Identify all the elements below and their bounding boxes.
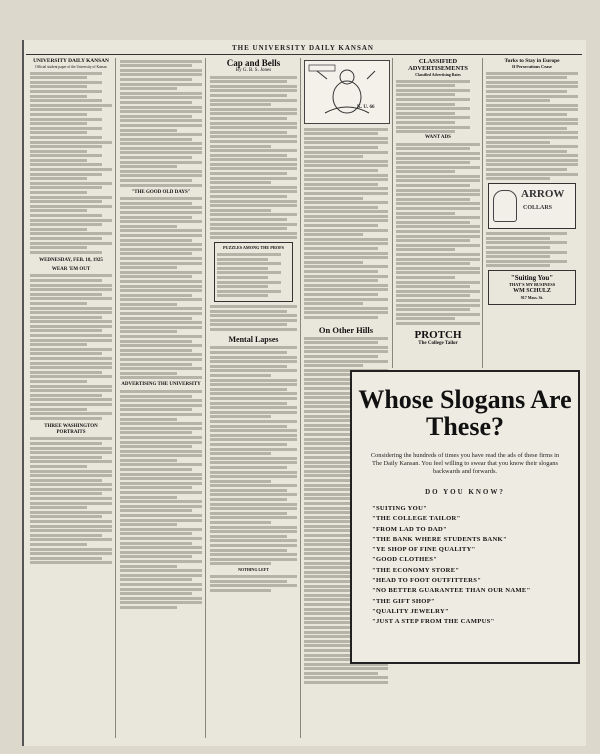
column-four-body bbox=[304, 128, 388, 319]
column-cap-and-bells bbox=[210, 58, 297, 593]
advertising-university-body bbox=[120, 390, 202, 609]
slogans-advertisement bbox=[350, 370, 580, 664]
column-divider bbox=[205, 58, 206, 738]
mental-lapses-body bbox=[210, 346, 297, 565]
slogan-item: "HEAD TO FOOT OUTFITTERS" bbox=[372, 577, 482, 585]
slogan-item: "YE SHOP OF FINE QUALITY" bbox=[372, 546, 476, 554]
want-ads-heading: WANT ADS bbox=[425, 135, 451, 141]
column-classified bbox=[396, 58, 480, 347]
arrow-collars-text: COLLARS bbox=[523, 205, 553, 212]
want-ads-body bbox=[396, 143, 480, 325]
arrow-collars-ad bbox=[488, 183, 576, 229]
turks-body bbox=[486, 72, 578, 181]
masthead-subtitle: Official student paper of the University of Kansas bbox=[35, 65, 107, 69]
cap-and-bells-body bbox=[210, 76, 297, 240]
slogan-item: "NO BETTER GUARANTEE THAN OUR NAME" bbox=[372, 587, 531, 595]
slogan-item: "GOOD CLOTHES" bbox=[372, 556, 438, 564]
suiting-you-slogan: "Suiting You" bbox=[510, 274, 554, 283]
masthead: UNIVERSITY DAILY KANSAN bbox=[33, 58, 109, 64]
column-divider bbox=[392, 58, 393, 368]
nothing-left-body bbox=[210, 575, 297, 592]
other-hills-heading: On Other Hills bbox=[318, 324, 374, 335]
portraits-heading: THREE WASHINGTON PORTRAITS bbox=[44, 423, 98, 435]
slogan-item: "QUALITY JEWELRY" bbox=[372, 607, 449, 615]
slogan-item: "THE COLLEGE TAILOR" bbox=[372, 515, 461, 523]
cartoon-drawing bbox=[305, 61, 389, 123]
editorial-heading: WEAR 'EM OUT bbox=[51, 266, 91, 272]
staff-listing bbox=[30, 72, 112, 254]
mental-lapses-heading: Mental Lapses bbox=[228, 334, 279, 344]
cartoon-illustration bbox=[304, 60, 390, 124]
turks-heading: Turks to Stay in Europe bbox=[504, 58, 560, 64]
arrow-brand: ARROW bbox=[521, 188, 565, 201]
cap-and-bells-title: Cap and Bells bbox=[226, 58, 281, 68]
protch-ad-name: PROTCH bbox=[414, 328, 462, 341]
slogans-list bbox=[372, 504, 531, 628]
column-divider bbox=[115, 58, 116, 738]
slogans-ad-question: DO YOU KNOW? bbox=[425, 488, 505, 496]
puzzles-heading: PUZZLES AMONG THE PROFS bbox=[222, 245, 284, 251]
shop-listings bbox=[486, 232, 578, 267]
classified-rates bbox=[396, 80, 480, 134]
protch-ad-tagline: The College Tailor bbox=[418, 340, 458, 346]
cartoon-label: K. U. 66 bbox=[357, 105, 375, 110]
portraits-body bbox=[30, 437, 112, 564]
classified-rates-heading: Classified Advertising Rates bbox=[415, 73, 461, 77]
puzzles-answers bbox=[210, 305, 297, 331]
good-old-days-body bbox=[120, 197, 202, 379]
column-editorial bbox=[30, 58, 112, 566]
slogan-item: "SUITING YOU" bbox=[372, 505, 428, 512]
nothing-left-heading: NOTHING LEFT bbox=[238, 567, 269, 573]
editorial-body bbox=[30, 274, 112, 419]
column-two-body bbox=[120, 60, 202, 187]
classified-heading: CLASSIFIED ADVERTISEMENTS bbox=[408, 58, 468, 72]
schulz-address: 917 Mass. St. bbox=[520, 295, 544, 301]
schulz-ad bbox=[488, 270, 576, 305]
suiting-you-sub: THAT'S MY BUSINESS bbox=[508, 282, 556, 288]
cap-and-bells-byline: By G. B. S. Jones bbox=[235, 68, 272, 73]
slogan-item: "JUST A STEP FROM THE CAMPUS" bbox=[372, 618, 495, 626]
advertising-university-heading: ADVERTISING THE UNIVERSITY bbox=[121, 382, 201, 388]
slogans-ad-intro: Considering the hundreds of times you have read the ads of these firms in The Daily Kansan. You feel willing to swear that you know their slogans backwards and forwards. bbox=[370, 452, 560, 475]
column-six bbox=[486, 58, 578, 308]
slogans-ad-title: Whose Slogans Are These? bbox=[358, 385, 572, 441]
column-divider bbox=[482, 58, 483, 368]
puzzles-box bbox=[214, 242, 293, 302]
slogan-item: "FROM LAD TO DAD" bbox=[372, 525, 448, 533]
schulz-name: WM SCHULZ bbox=[513, 288, 551, 295]
good-old-days-heading: "THE GOOD OLD DAYS" bbox=[131, 189, 191, 195]
header-rule bbox=[26, 54, 582, 55]
collar-portrait-icon bbox=[493, 190, 517, 222]
slogan-item: "THE BANK WHERE STUDENTS BANK" bbox=[372, 535, 507, 543]
slogan-item: "THE GIFT SHOP" bbox=[372, 597, 435, 605]
editorial-date: WEDNESDAY, FEB. 18, 1925 bbox=[39, 257, 103, 263]
turks-subheading: If Persecutions Cease bbox=[512, 64, 552, 69]
column-divider bbox=[300, 58, 301, 738]
slogan-item: "THE ECONOMY STORE" bbox=[372, 566, 460, 574]
column-two bbox=[120, 58, 202, 610]
running-title: THE UNIVERSITY DAILY KANSAN bbox=[232, 44, 374, 52]
